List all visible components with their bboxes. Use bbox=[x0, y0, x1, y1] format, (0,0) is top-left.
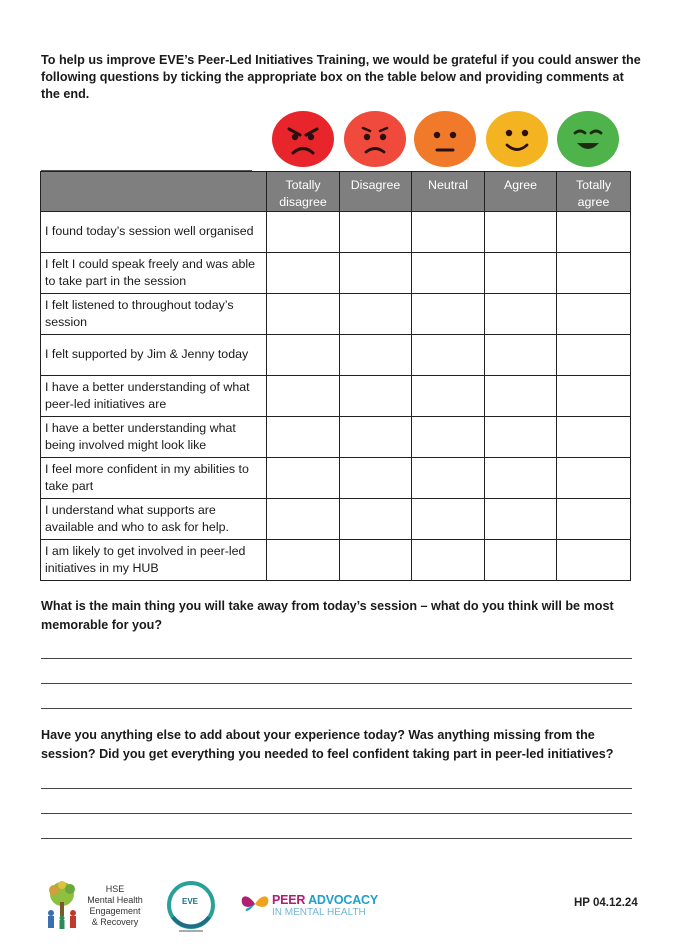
statement-cell: I am likely to get involved in peer-led initiatives in my HUB bbox=[41, 540, 267, 581]
tick-box[interactable] bbox=[267, 253, 340, 294]
tick-box[interactable] bbox=[267, 376, 340, 417]
tick-box[interactable] bbox=[412, 253, 485, 294]
eve-logo bbox=[163, 877, 219, 937]
statement-cell: I feel more confident in my abilities to take part bbox=[41, 458, 267, 499]
rating-faces bbox=[0, 110, 676, 170]
peer-advocacy-subtitle: IN MENTAL HEALTH bbox=[272, 907, 366, 918]
pam-word-peer: PEER bbox=[272, 893, 306, 907]
peer-advocacy-title bbox=[272, 893, 378, 907]
tick-box[interactable] bbox=[485, 335, 557, 376]
tick-box[interactable] bbox=[340, 212, 412, 253]
rating-table bbox=[40, 171, 631, 581]
statement-cell: I felt listened to throughout today’s session bbox=[41, 294, 267, 335]
tick-box[interactable] bbox=[485, 540, 557, 581]
answer-line[interactable] bbox=[41, 658, 632, 659]
happy-face-icon bbox=[556, 110, 620, 168]
table-row bbox=[41, 499, 631, 540]
family-tree-icon bbox=[42, 880, 82, 932]
pam-word-advocacy: ADVOCACY bbox=[308, 893, 378, 907]
answer-line[interactable] bbox=[41, 788, 632, 789]
tick-box[interactable] bbox=[412, 417, 485, 458]
tick-box[interactable] bbox=[557, 376, 631, 417]
tick-box[interactable] bbox=[340, 294, 412, 335]
tick-box[interactable] bbox=[340, 499, 412, 540]
tick-box[interactable] bbox=[412, 540, 485, 581]
table-row bbox=[41, 294, 631, 335]
statement-cell: I felt I could speak freely and was able to take part in the session bbox=[41, 253, 267, 294]
statement-cell: I understand what supports are available and who to ask for help. bbox=[41, 499, 267, 540]
answer-line[interactable] bbox=[41, 683, 632, 684]
statement-cell: I found today’s session well organised bbox=[41, 212, 267, 253]
answer-line[interactable] bbox=[41, 708, 632, 709]
tick-box[interactable] bbox=[267, 335, 340, 376]
eve-label: EVE bbox=[182, 897, 199, 906]
tick-box[interactable] bbox=[267, 294, 340, 335]
tick-box[interactable] bbox=[557, 499, 631, 540]
question-takeaway: What is the main thing you will take away from today’s session – what do you think will be most memorable for you? bbox=[41, 599, 614, 632]
tick-box[interactable] bbox=[557, 540, 631, 581]
tick-box[interactable] bbox=[557, 458, 631, 499]
tick-box[interactable] bbox=[557, 417, 631, 458]
hse-text bbox=[82, 884, 148, 928]
tick-box[interactable] bbox=[340, 540, 412, 581]
tick-box[interactable] bbox=[412, 458, 485, 499]
answer-line[interactable] bbox=[41, 813, 632, 814]
tick-box[interactable] bbox=[267, 417, 340, 458]
tick-box[interactable] bbox=[557, 253, 631, 294]
sad-face-icon bbox=[343, 110, 407, 168]
table-row bbox=[41, 540, 631, 581]
tick-box[interactable] bbox=[340, 376, 412, 417]
table-header-row bbox=[41, 172, 631, 212]
very-angry-face-icon bbox=[271, 110, 335, 168]
butterfly-icon bbox=[238, 891, 272, 917]
statement-cell: I have a better understanding what being involved might look like bbox=[41, 417, 267, 458]
table-row bbox=[41, 417, 631, 458]
table-row bbox=[41, 376, 631, 417]
table-row bbox=[41, 253, 631, 294]
tick-box[interactable] bbox=[557, 212, 631, 253]
question-additional: Have you anything else to add about your experience today? Was anything missing from the session? Did you get everything you needed to feel confident taking part in peer-led initiatives? bbox=[41, 728, 614, 761]
tick-box[interactable] bbox=[267, 458, 340, 499]
tick-box[interactable] bbox=[340, 335, 412, 376]
tick-box[interactable] bbox=[412, 294, 485, 335]
column-header: Totally disagree bbox=[267, 172, 340, 212]
hse-line: Engagement bbox=[89, 906, 141, 916]
tick-box[interactable] bbox=[557, 335, 631, 376]
answer-line[interactable] bbox=[41, 838, 632, 839]
tick-box[interactable] bbox=[340, 253, 412, 294]
hse-logo bbox=[42, 880, 152, 932]
hse-line: Mental Health bbox=[87, 895, 143, 905]
tick-box[interactable] bbox=[557, 294, 631, 335]
statement-cell: I felt supported by Jim & Jenny today bbox=[41, 335, 267, 376]
tick-box[interactable] bbox=[340, 417, 412, 458]
tick-box[interactable] bbox=[412, 335, 485, 376]
document-code: HP 04.12.24 bbox=[574, 897, 638, 909]
tick-box[interactable] bbox=[412, 376, 485, 417]
hse-line: HSE bbox=[105, 884, 125, 894]
table-row bbox=[41, 212, 631, 253]
column-header: Disagree bbox=[340, 172, 412, 212]
table-row bbox=[41, 335, 631, 376]
tick-box[interactable] bbox=[485, 376, 557, 417]
tick-box[interactable] bbox=[340, 458, 412, 499]
column-header: Neutral bbox=[412, 172, 485, 212]
table-row bbox=[41, 458, 631, 499]
column-header: Totally agree bbox=[557, 172, 631, 212]
intro-text: To help us improve EVE’s Peer-Led Initiatives Training, we would be grateful if you could answer the following questions by ticking the appropriate box on the table below and providing comments at the end. bbox=[41, 53, 641, 101]
tick-box[interactable] bbox=[485, 499, 557, 540]
tick-box[interactable] bbox=[412, 499, 485, 540]
hse-line: & Recovery bbox=[91, 917, 139, 927]
peer-advocacy-logo bbox=[238, 891, 378, 921]
header-blank-cell bbox=[41, 172, 267, 212]
tick-box[interactable] bbox=[485, 458, 557, 499]
neutral-face-icon bbox=[413, 110, 477, 168]
tick-box[interactable] bbox=[485, 417, 557, 458]
statement-cell: I have a better understanding of what peer-led initiatives are bbox=[41, 376, 267, 417]
tick-box[interactable] bbox=[485, 294, 557, 335]
tick-box[interactable] bbox=[485, 253, 557, 294]
tick-box[interactable] bbox=[267, 540, 340, 581]
tick-box[interactable] bbox=[412, 212, 485, 253]
column-header: Agree bbox=[485, 172, 557, 212]
tick-box[interactable] bbox=[485, 212, 557, 253]
smiling-face-icon bbox=[485, 110, 549, 168]
tick-box[interactable] bbox=[267, 499, 340, 540]
tick-box[interactable] bbox=[267, 212, 340, 253]
